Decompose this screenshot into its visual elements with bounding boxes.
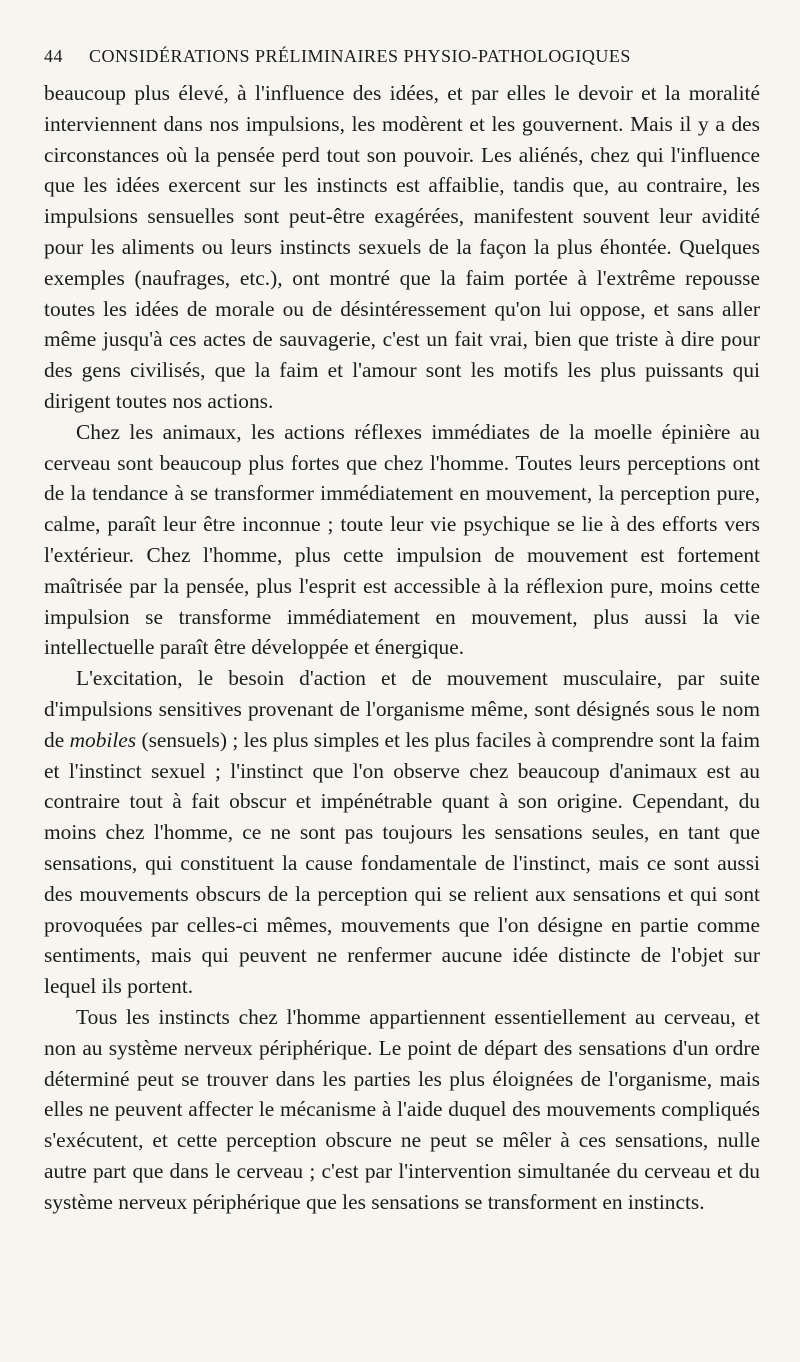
paragraph-text: L'excitation, le besoin d'action et de mouvement musculaire, par suite d'impulsions sensitives provenant de l'organisme même, sont désignés sous le nom de: [44, 666, 760, 752]
running-title: CONSIDÉRATIONS PRÉLIMINAIRES PHYSIO-PATHOLOGIQUES: [89, 46, 631, 66]
emphasized-term: mobiles: [69, 727, 137, 752]
body-text: [44, 78, 760, 1217]
running-head: [44, 46, 760, 72]
page-number: 44: [44, 46, 63, 66]
paragraph: [44, 663, 760, 1002]
paragraph-text: (sensuels) ; les plus simples et les plus faciles à comprendre sont la faim et l'instinct sexuel ; l'instinct que l'on observe chez beaucoup d'animaux est au contraire tout à fait obscur et impénétrable quant à son origine. Cependant, du moins chez l'homme, ce ne sont pas toujours les sensations seules, en tant que sensations, qui constituent la cause fondamentale de l'instinct, mais ce sont aussi des mouvements obscurs de la perception qui se relient aux sensations et qui sont provoquées par celles-ci mêmes, mouvements que l'on désigne en partie comme sentiments, mais qui peuvent ne renfermer aucune idée distincte de l'objet sur lequel ils portent.: [44, 727, 760, 999]
paragraph: beaucoup plus élevé, à l'influence des idées, et par elles le devoir et la moralité interviennent dans nos impulsions, les modèrent et les gouvernent. Mais il y a des circonstances où la pensée perd tout son pouvoir. Les aliénés, chez qui l'influence que les idées exercent sur les instincts est affaiblie, tandis que, au contraire, les impulsions sensuelles sont peut-être exagérées, manifestent souvent leur avidité pour les aliments ou leurs instincts sexuels de la façon la plus éhontée. Quelques exemples (naufrages, etc.), ont montré que la faim portée à l'extrême repousse toutes les idées de morale ou de désintéressement qu'on lui oppose, et sans aller même jusqu'à ces actes de sauvagerie, c'est un fait vrai, bien que triste à dire pour des gens civilisés, que la faim et l'amour sont les motifs les plus puissants qui dirigent toutes nos actions.: [44, 81, 760, 413]
paragraph: Chez les animaux, les actions réflexes immédiates de la moelle épinière au cerveau sont beaucoup plus fortes que chez l'homme. Toutes leurs perceptions ont de la tendance à se transformer immédiatement en mouvement, la perception pure, calme, paraît leur être inconnue ; toute leur vie psychique se lie à des efforts vers l'extérieur. Chez l'homme, plus cette impulsion de mouvement est fortement maîtrisée par la pensée, plus l'esprit est accessible à la réflexion pure, moins cette impulsion se transforme immédiatement en mouvement, plus aussi la vie intellectuelle paraît être développée et énergique.: [44, 419, 760, 660]
paragraph: Tous les instincts chez l'homme appartiennent essentiellement au cerveau, et non au système nerveux périphérique. Le point de départ des sensations d'un ordre déterminé peut se trouver dans les parties les plus éloignées de l'organisme, mais elles ne peuvent affecter le mécanisme à l'aide duquel des mouvements compliqués s'exécutent, et cette perception obscure ne peut se mêler à ces sensations, nulle autre part que dans le cerveau ; c'est par l'intervention simultanée du cerveau et du système nerveux périphérique que les sensations se transforment en instincts.: [44, 1004, 760, 1214]
